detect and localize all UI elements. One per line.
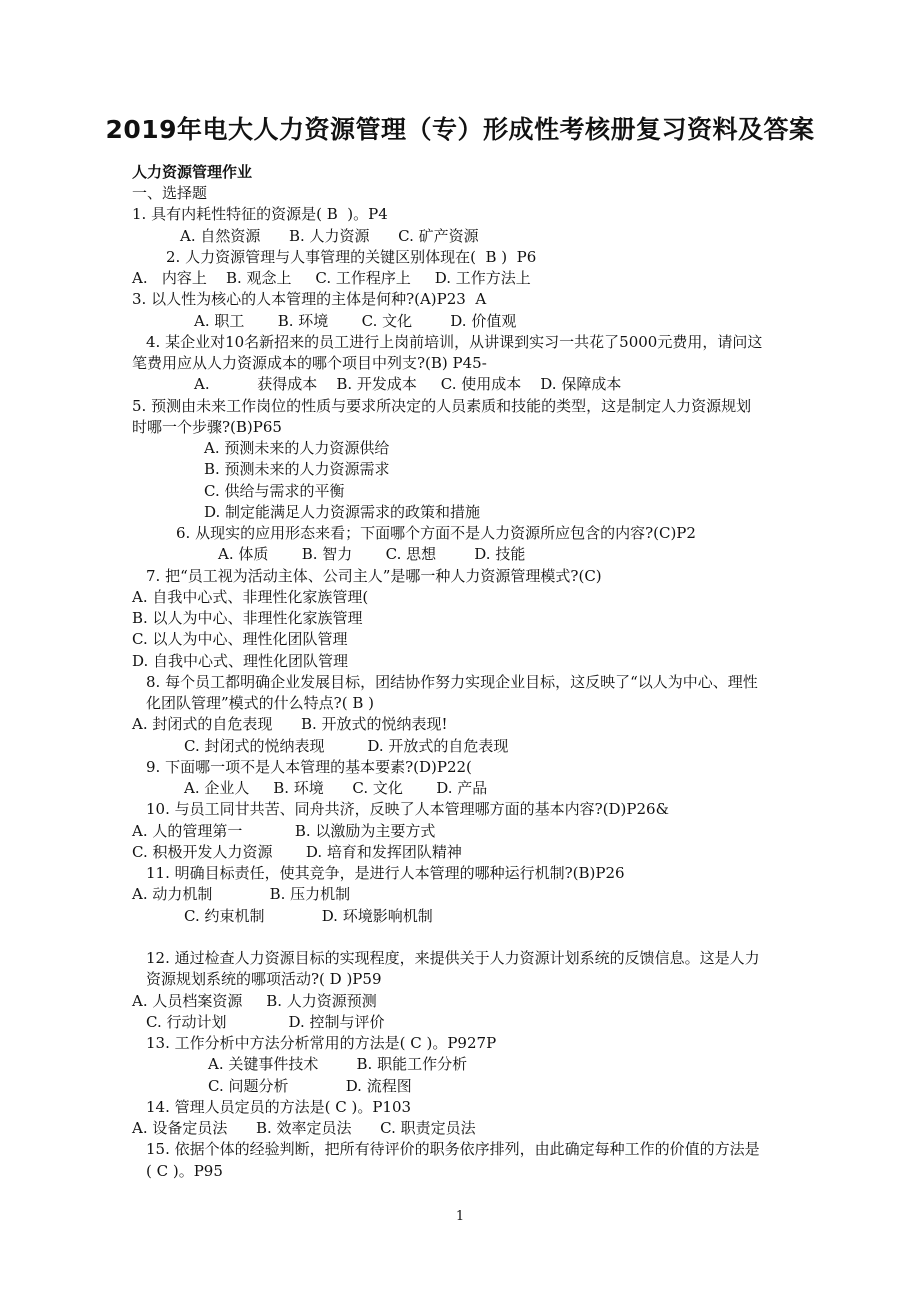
option-text: A. 内容上 B. 观念上 C. 工作程序上 D. 工作方法上 (132, 269, 531, 287)
option-text: C. 封闭式的悦纳表现 D. 开放式的自危表现 (184, 737, 509, 755)
option-text: A. 自然资源 B. 人力资源 C. 矿产资源 (180, 227, 479, 245)
option-text: C. 供给与需求的平衡 (204, 482, 345, 500)
option-text: A. 体质 B. 智力 C. 思想 D. 技能 (218, 545, 526, 563)
question-text: 5. 预测由未来工作岗位的性质与要求所决定的人员素质和技能的类型，这是制定人力资源规划 (132, 397, 752, 415)
question-text: 1. 具有内耗性特征的资源是( B )。P4 (132, 205, 388, 223)
option-text: A. 人的管理第一 B. 以激励为主要方式 (132, 822, 436, 840)
question-text: 10. 与员工同甘共苦、同舟共济，反映了人本管理哪方面的基本内容?(D)P26& (146, 800, 669, 818)
option-text: A. 职工 B. 环境 C. 文化 D. 价值观 (194, 312, 517, 330)
option-text: A. 人员档案资源 B. 人力资源预测 (132, 992, 377, 1010)
option-text: A. 预测未来的人力资源供给 (204, 439, 390, 457)
question-text: 4. 某企业对10名新招来的员工进行上岗前培训，从讲课到实习一共花了5000元费用，请问这 (146, 333, 763, 351)
option-text: C. 问题分析 D. 流程图 (208, 1077, 412, 1095)
question-text: 8. 每个员工都明确企业发展目标，团结协作努力实现企业目标，这反映了“以人为中心、理性 (146, 673, 758, 691)
option-text: D. 制定能满足人力资源需求的政策和措施 (204, 503, 481, 521)
question-text: 一、选择题 (132, 184, 208, 202)
section-title: 人力资源管理作业 (132, 163, 253, 181)
question-text: 15. 依据个体的经验判断，把所有待评价的职务依序排列，由此确定每种工作的价值的方法是 (146, 1140, 760, 1158)
option-text: A. 企业人 B. 环境 C. 文化 D. 产品 (184, 779, 488, 797)
option-text: C. 约束机制 D. 环境影响机制 (184, 907, 433, 925)
question-text: 化团队管理”模式的什么特点?( B ) (146, 694, 374, 712)
question-text: 7. 把“员工视为活动主体、公司主人”是哪一种人力资源管理模式?(C) (146, 567, 602, 585)
option-text: A. 自我中心式、非理性化家族管理( (132, 588, 369, 606)
option-text: C. 积极开发人力资源 D. 培育和发挥团队精神 (132, 843, 462, 861)
question-text: ( C )。P95 (146, 1162, 223, 1180)
question-text: 2. 人力资源管理与人事管理的关键区别体现在( B ) P6 (166, 248, 537, 266)
option-text: A. 关键事件技术 B. 职能工作分析 (208, 1055, 468, 1073)
page-number: 1 (455, 1209, 465, 1224)
question-text: 时哪一个步骤?(B)P65 (132, 418, 282, 436)
option-text: B. 预测未来的人力资源需求 (204, 460, 390, 478)
question-text: 资源规划系统的哪项活动?( D )P59 (146, 970, 382, 988)
question-text: 6. 从现实的应用形态来看；下面哪个方面不是人力资源所应包含的内容?(C)P2 (176, 524, 696, 542)
question-text: 笔费用应从人力资源成本的哪个项目中列支?(B) P45- (132, 354, 487, 372)
question-text: 14. 管理人员定员的方法是( C )。P103 (146, 1098, 412, 1116)
option-text: C. 以人为中心、理性化团队管理 (132, 630, 348, 648)
question-text: 12. 通过检查人力资源目标的实现程度，来提供关于人力资源计划系统的反馈信息。这是人力 (146, 949, 760, 967)
option-text: A. 封闭式的自危表现 B. 开放式的悦纳表现! (132, 715, 448, 733)
question-text: 13. 工作分析中方法分析常用的方法是( C )。P927P (146, 1034, 497, 1052)
option-text: B. 以人为中心、非理性化家族管理 (132, 609, 363, 627)
option-text: D. 自我中心式、理性化团队管理 (132, 652, 349, 670)
option-text: A. 获得成本 B. 开发成本 C. 使用成本 D. 保障成本 (194, 375, 622, 393)
option-text: C. 行动计划 D. 控制与评价 (146, 1013, 385, 1031)
question-text: 9. 下面哪一项不是人本管理的基本要素?(D)P22( (146, 758, 472, 776)
question-text: 3. 以人性为核心的人本管理的主体是何种?(A)P23 A (132, 290, 487, 308)
option-text: A. 动力机制 B. 压力机制 (132, 885, 351, 903)
option-text: A. 设备定员法 B. 效率定员法 C. 职责定员法 (132, 1119, 476, 1137)
page-title: 2019年电大人力资源管理（专）形成性考核册复习资料及答案 (105, 115, 815, 144)
question-text: 11. 明确目标责任，使其竞争，是进行人本管理的哪种运行机制?(B)P26 (146, 864, 625, 882)
